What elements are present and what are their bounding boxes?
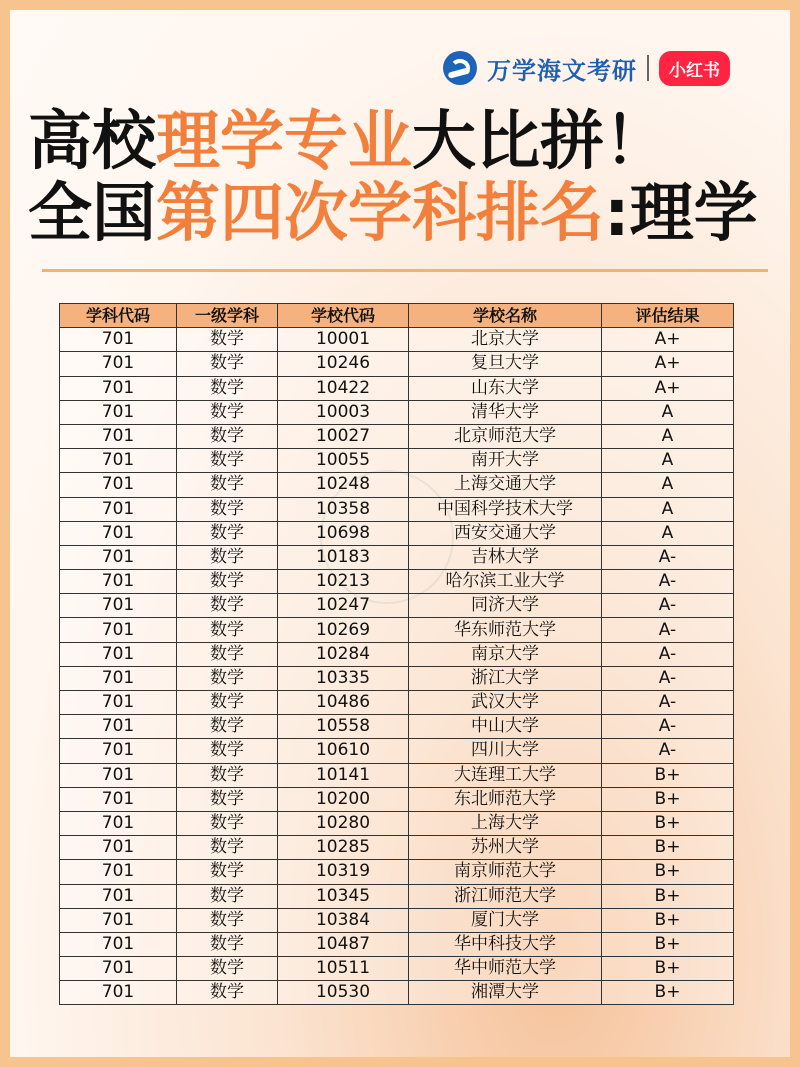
discipline-cell: 数学 [177,545,278,569]
result-cell: A- [602,570,734,594]
discipline-cell: 数学 [177,352,278,376]
table-row [60,545,734,569]
school-code-cell: 10003 [278,400,409,424]
header-school-name: 学校名称 [409,304,602,328]
ranking-table [59,303,734,1005]
subject-code-cell: 701 [60,449,177,473]
school-code-cell: 10213 [278,570,409,594]
school-code-cell: 10698 [278,521,409,545]
table-row [60,497,734,521]
school-code-cell: 10335 [278,666,409,690]
school-name-cell: 华东师范大学 [409,618,602,642]
discipline-cell: 数学 [177,497,278,521]
school-name-cell: 浙江大学 [409,666,602,690]
table-row [60,424,734,448]
table-row [60,860,734,884]
discipline-cell: 数学 [177,763,278,787]
school-name-cell: 上海交通大学 [409,473,602,497]
school-code-cell: 10001 [278,328,409,352]
discipline-cell: 数学 [177,739,278,763]
school-name-cell: 北京师范大学 [409,424,602,448]
subject-code-cell: 701 [60,642,177,666]
result-cell: A [602,449,734,473]
subject-code-cell: 701 [60,497,177,521]
subject-code-cell: 701 [60,473,177,497]
subject-code-cell: 701 [60,715,177,739]
discipline-cell: 数学 [177,860,278,884]
title-line-1-highlight: 理学专业 [156,105,412,179]
title-divider [42,269,768,272]
result-cell: A- [602,594,734,618]
school-name-cell: 山东大学 [409,376,602,400]
discipline-cell: 数学 [177,473,278,497]
school-code-cell: 10345 [278,884,409,908]
school-code-cell: 10055 [278,449,409,473]
table-row [60,763,734,787]
school-name-cell: 西安交通大学 [409,521,602,545]
result-cell: B+ [602,860,734,884]
discipline-cell: 数学 [177,376,278,400]
result-cell: A [602,424,734,448]
school-name-cell: 四川大学 [409,739,602,763]
discipline-cell: 数学 [177,400,278,424]
school-code-cell: 10319 [278,860,409,884]
table-row [60,932,734,956]
subject-code-cell: 701 [60,957,177,981]
subject-code-cell: 701 [60,666,177,690]
school-code-cell: 10027 [278,424,409,448]
brand-header [443,48,730,88]
school-name-cell: 华中师范大学 [409,957,602,981]
school-code-cell: 10247 [278,594,409,618]
table-body [60,328,734,1005]
header-school-code: 学校代码 [278,304,409,328]
subject-code-cell: 701 [60,424,177,448]
brand-divider [647,55,649,81]
school-code-cell: 10246 [278,352,409,376]
table-header-row [60,304,734,328]
subject-code-cell: 701 [60,328,177,352]
table-row [60,957,734,981]
title-line-1-post: 大比拼！ [412,105,668,179]
result-cell: A [602,400,734,424]
discipline-cell: 数学 [177,594,278,618]
school-name-cell: 厦门大学 [409,908,602,932]
discipline-cell: 数学 [177,787,278,811]
table-row [60,400,734,424]
result-cell: A [602,497,734,521]
subject-code-cell: 701 [60,811,177,835]
table-row [60,666,734,690]
result-cell: A+ [602,352,734,376]
discipline-cell: 数学 [177,666,278,690]
subject-code-cell: 701 [60,981,177,1005]
school-name-cell: 武汉大学 [409,691,602,715]
discipline-cell: 数学 [177,570,278,594]
discipline-cell: 数学 [177,811,278,835]
school-code-cell: 10422 [278,376,409,400]
table-row [60,981,734,1005]
subject-code-cell: 701 [60,521,177,545]
school-name-cell: 北京大学 [409,328,602,352]
school-name-cell: 吉林大学 [409,545,602,569]
school-code-cell: 10248 [278,473,409,497]
school-name-cell: 复旦大学 [409,352,602,376]
table-row [60,376,734,400]
subject-code-cell: 701 [60,739,177,763]
discipline-cell: 数学 [177,424,278,448]
school-code-cell: 10280 [278,811,409,835]
school-code-cell: 10530 [278,981,409,1005]
school-name-cell: 南京师范大学 [409,860,602,884]
table-row [60,787,734,811]
school-name-cell: 上海大学 [409,811,602,835]
school-code-cell: 10358 [278,497,409,521]
result-cell: B+ [602,763,734,787]
result-cell: A- [602,739,734,763]
table-row [60,908,734,932]
discipline-cell: 数学 [177,981,278,1005]
table-row [60,594,734,618]
result-cell: B+ [602,787,734,811]
subject-code-cell: 701 [60,860,177,884]
school-code-cell: 10384 [278,908,409,932]
table-row [60,739,734,763]
table-row [60,328,734,352]
title-line-2 [28,177,788,251]
table-row [60,642,734,666]
table-row [60,811,734,835]
title-line-2-pre: 全国 [28,177,156,251]
school-code-cell: 10284 [278,642,409,666]
school-name-cell: 清华大学 [409,400,602,424]
school-code-cell: 10486 [278,691,409,715]
header-result: 评估结果 [602,304,734,328]
result-cell: B+ [602,957,734,981]
school-name-cell: 大连理工大学 [409,763,602,787]
subject-code-cell: 701 [60,836,177,860]
school-name-cell: 哈尔滨工业大学 [409,570,602,594]
result-cell: B+ [602,811,734,835]
school-name-cell: 中国科学技术大学 [409,497,602,521]
discipline-cell: 数学 [177,449,278,473]
subject-code-cell: 701 [60,545,177,569]
school-code-cell: 10511 [278,957,409,981]
subject-code-cell: 701 [60,618,177,642]
discipline-cell: 数学 [177,521,278,545]
table-row [60,715,734,739]
title-line-1 [28,105,788,179]
wanxue-logo-icon [443,51,477,85]
result-cell: A- [602,642,734,666]
result-cell: A- [602,618,734,642]
subject-code-cell: 701 [60,932,177,956]
subject-code-cell: 701 [60,691,177,715]
result-cell: A- [602,666,734,690]
discipline-cell: 数学 [177,884,278,908]
title-line-1-pre: 高校 [28,105,156,179]
discipline-cell: 数学 [177,642,278,666]
result-cell: B+ [602,836,734,860]
table-row [60,836,734,860]
school-name-cell: 中山大学 [409,715,602,739]
subject-code-cell: 701 [60,763,177,787]
table-row [60,884,734,908]
title-line-2-post: :理学 [604,177,758,251]
xiaohongshu-badge: 小红书 [659,51,730,86]
discipline-cell: 数学 [177,691,278,715]
subject-code-cell: 701 [60,594,177,618]
subject-code-cell: 701 [60,787,177,811]
result-cell: A- [602,691,734,715]
subject-code-cell: 701 [60,570,177,594]
result-cell: A- [602,545,734,569]
title-line-2-highlight: 第四次学科排名 [156,177,604,251]
result-cell: B+ [602,908,734,932]
subject-code-cell: 701 [60,884,177,908]
result-cell: A [602,521,734,545]
discipline-cell: 数学 [177,908,278,932]
discipline-cell: 数学 [177,715,278,739]
school-name-cell: 同济大学 [409,594,602,618]
header-discipline: 一级学科 [177,304,278,328]
header-subject-code: 学科代码 [60,304,177,328]
school-code-cell: 10285 [278,836,409,860]
school-name-cell: 湘潭大学 [409,981,602,1005]
discipline-cell: 数学 [177,932,278,956]
school-code-cell: 10183 [278,545,409,569]
table-row [60,570,734,594]
table-row [60,618,734,642]
school-code-cell: 10200 [278,787,409,811]
subject-code-cell: 701 [60,376,177,400]
school-name-cell: 南开大学 [409,449,602,473]
subject-code-cell: 701 [60,400,177,424]
result-cell: A+ [602,376,734,400]
table-row [60,473,734,497]
subject-code-cell: 701 [60,908,177,932]
table-row [60,449,734,473]
school-name-cell: 南京大学 [409,642,602,666]
school-code-cell: 10558 [278,715,409,739]
discipline-cell: 数学 [177,957,278,981]
result-cell: A+ [602,328,734,352]
result-cell: B+ [602,884,734,908]
brand-name: 万学海文考研 [487,56,637,85]
result-cell: B+ [602,932,734,956]
school-name-cell: 华中科技大学 [409,932,602,956]
discipline-cell: 数学 [177,836,278,860]
school-name-cell: 浙江师范大学 [409,884,602,908]
school-code-cell: 10487 [278,932,409,956]
discipline-cell: 数学 [177,618,278,642]
subject-code-cell: 701 [60,352,177,376]
school-name-cell: 苏州大学 [409,836,602,860]
school-code-cell: 10610 [278,739,409,763]
table-row [60,521,734,545]
result-cell: A- [602,715,734,739]
result-cell: B+ [602,981,734,1005]
result-cell: A [602,473,734,497]
discipline-cell: 数学 [177,328,278,352]
school-code-cell: 10269 [278,618,409,642]
school-name-cell: 东北师范大学 [409,787,602,811]
table-row [60,352,734,376]
school-code-cell: 10141 [278,763,409,787]
table-row [60,691,734,715]
